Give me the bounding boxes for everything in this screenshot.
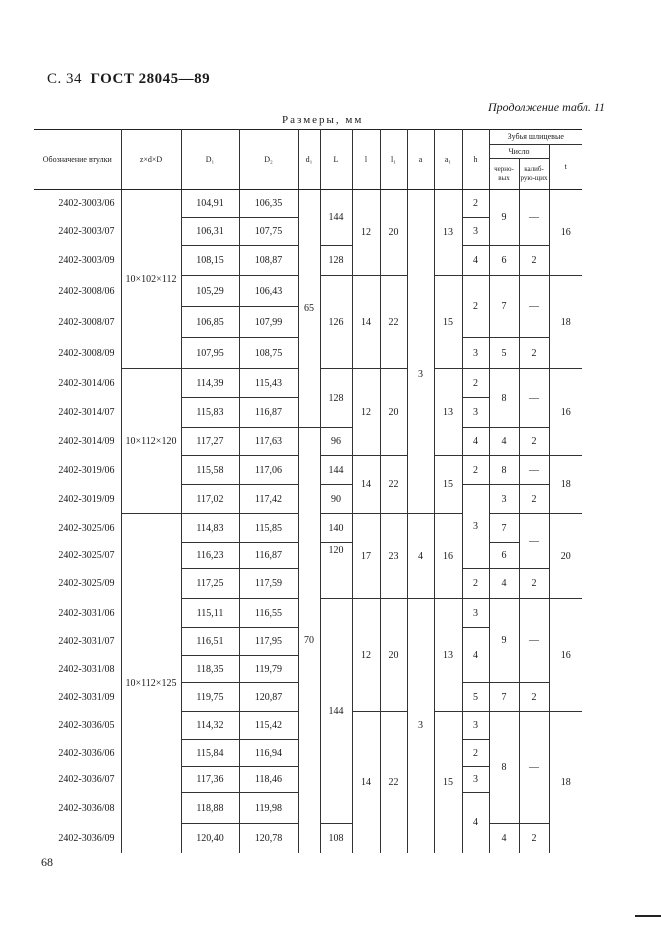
D2-cell: 107,75	[239, 218, 298, 246]
code-cell: 2402-3025/09	[34, 569, 121, 599]
L-cell: 128	[320, 369, 352, 428]
l1-cell: 22	[380, 456, 407, 514]
col-D2: D₂	[239, 130, 298, 190]
t-cell: 18	[549, 276, 582, 369]
col-a1: a₁	[434, 130, 462, 190]
page-corner-mark	[635, 915, 661, 917]
calib-cell: —	[519, 190, 549, 246]
D1-cell: 117,25	[181, 569, 239, 599]
D2-cell: 117,59	[239, 569, 298, 599]
a1-cell: 13	[434, 599, 462, 712]
rough-cell: 8	[489, 456, 519, 485]
h-cell: 3	[462, 485, 489, 569]
l1-cell: 22	[380, 712, 407, 853]
page-ref: С. 34	[47, 71, 83, 87]
D2-cell: 115,85	[239, 514, 298, 543]
h-cell: 3	[462, 218, 489, 246]
code-cell: 2402-3025/06	[34, 514, 121, 543]
D2-cell: 117,63	[239, 428, 298, 456]
L-cell: 144	[320, 456, 352, 485]
page-header	[47, 71, 210, 88]
calib-cell: 2	[519, 338, 549, 369]
l-cell: 14	[352, 456, 380, 514]
calib-cell: —	[519, 369, 549, 428]
calib-cell: 2	[519, 428, 549, 456]
h-cell: 3	[462, 398, 489, 428]
D2-cell: 115,42	[239, 712, 298, 740]
rough-cell: 7	[489, 276, 519, 338]
h-cell: 2	[462, 276, 489, 338]
D2-cell: 116,55	[239, 599, 298, 628]
h-cell: 2	[462, 456, 489, 485]
D1-cell: 106,85	[181, 307, 239, 338]
rough-cell: 6	[489, 246, 519, 276]
col-l: l	[352, 130, 380, 190]
bushing-table	[34, 129, 582, 853]
a1-cell: 15	[434, 456, 462, 514]
h-cell: 2	[462, 190, 489, 218]
code-cell: 2402-3031/09	[34, 683, 121, 712]
t-cell: 18	[549, 712, 582, 853]
D2-cell: 106,35	[239, 190, 298, 218]
L-cell: 108	[320, 824, 352, 853]
D1-cell: 114,32	[181, 712, 239, 740]
D2-cell: 117,42	[239, 485, 298, 514]
col-l1: l₁	[380, 130, 407, 190]
h-cell: 3	[462, 599, 489, 628]
D2-cell: 116,87	[239, 398, 298, 428]
a-cell: 4	[407, 514, 434, 599]
col-a: a	[407, 130, 434, 190]
a-cell: 3	[407, 599, 434, 853]
calib-cell: —	[519, 276, 549, 338]
l-cell: 12	[352, 369, 380, 456]
h-cell: 2	[462, 369, 489, 398]
D1-cell: 117,27	[181, 428, 239, 456]
code-cell: 2402-3036/09	[34, 824, 121, 853]
D2-cell: 116,87	[239, 543, 298, 569]
code-cell: 2402-3031/08	[34, 656, 121, 683]
D2-cell: 119,79	[239, 656, 298, 683]
L-cell: 120	[320, 543, 352, 599]
D1-cell: 115,84	[181, 740, 239, 767]
t-cell: 16	[549, 369, 582, 456]
code-cell: 2402-3014/06	[34, 369, 121, 398]
calib-cell: 2	[519, 824, 549, 853]
L-cell: 90	[320, 485, 352, 514]
D1-cell: 119,75	[181, 683, 239, 712]
l-cell: 14	[352, 276, 380, 369]
h-cell: 2	[462, 569, 489, 599]
l1-cell: 23	[380, 514, 407, 599]
col-rough: черно-вых	[489, 159, 519, 190]
h-cell: 3	[462, 712, 489, 740]
rough-cell: 4	[489, 824, 519, 853]
D2-cell: 119,98	[239, 793, 298, 824]
code-cell: 2402-3036/08	[34, 793, 121, 824]
L-cell: 144	[320, 190, 352, 246]
calib-cell: —	[519, 514, 549, 569]
D2-cell: 115,43	[239, 369, 298, 398]
D1-cell: 115,83	[181, 398, 239, 428]
D1-cell: 115,58	[181, 456, 239, 485]
d1-cell: 70	[298, 428, 320, 853]
code-cell: 2402-3025/07	[34, 543, 121, 569]
l1-cell: 22	[380, 276, 407, 369]
rough-cell: 8	[489, 369, 519, 428]
rough-cell: 7	[489, 683, 519, 712]
calib-cell: 2	[519, 485, 549, 514]
code-cell: 2402-3003/07	[34, 218, 121, 246]
D2-cell: 116,94	[239, 740, 298, 767]
calib-cell: —	[519, 599, 549, 683]
code-cell: 2402-3003/06	[34, 190, 121, 218]
L-cell: 128	[320, 246, 352, 276]
col-calib: калиб-рую-щих	[519, 159, 549, 190]
code-cell: 2402-3014/09	[34, 428, 121, 456]
rough-cell: 4	[489, 428, 519, 456]
D2-cell: 107,99	[239, 307, 298, 338]
D1-cell: 116,23	[181, 543, 239, 569]
a-cell: 3	[407, 369, 434, 514]
rough-cell: 5	[489, 338, 519, 369]
col-h: h	[462, 130, 489, 190]
D2-cell: 106,43	[239, 276, 298, 307]
zdD-cell: 10×112×125	[121, 514, 181, 853]
a1-cell: 15	[434, 276, 462, 369]
zdD-cell: 10×112×120	[121, 369, 181, 514]
col-zdD: z×d×D	[121, 130, 181, 190]
h-cell: 3	[462, 338, 489, 369]
L-cell: 96	[320, 428, 352, 456]
t-cell: 16	[549, 599, 582, 712]
calib-cell: 2	[519, 246, 549, 276]
col-teeth: Зубья шлицевые	[489, 130, 582, 145]
D2-cell: 118,46	[239, 767, 298, 793]
col-t: t	[549, 145, 582, 190]
D1-cell: 116,51	[181, 628, 239, 656]
a1-cell: 13	[434, 369, 462, 456]
page-number: 68	[41, 855, 53, 869]
a1-cell: 13	[434, 190, 462, 276]
D1-cell: 107,95	[181, 338, 239, 369]
code-cell: 2402-3008/07	[34, 307, 121, 338]
l-cell: 12	[352, 190, 380, 276]
a-cell	[407, 190, 434, 369]
D1-cell: 104,91	[181, 190, 239, 218]
d1-cell: 65	[298, 190, 320, 428]
h-cell: 5	[462, 683, 489, 712]
rough-cell: 3	[489, 485, 519, 514]
rough-cell: 6	[489, 543, 519, 569]
calib-cell: 2	[519, 683, 549, 712]
calib-cell: —	[519, 712, 549, 824]
code-cell: 2402-3019/09	[34, 485, 121, 514]
h-cell: 4	[462, 793, 489, 853]
code-cell: 2402-3008/06	[34, 276, 121, 307]
code-cell: 2402-3014/07	[34, 398, 121, 428]
zdD-cell: 10×102×112	[121, 190, 181, 369]
h-cell: 4	[462, 246, 489, 276]
D2-cell: 120,78	[239, 824, 298, 853]
rough-cell: 9	[489, 599, 519, 683]
h-cell: 4	[462, 428, 489, 456]
rough-cell: 7	[489, 514, 519, 543]
D2-cell: 120,87	[239, 683, 298, 712]
col-count: Число	[489, 145, 549, 159]
l-cell: 17	[352, 514, 380, 599]
D1-cell: 105,29	[181, 276, 239, 307]
sizes-title: Размеры, мм	[282, 114, 364, 126]
l1-cell: 20	[380, 599, 407, 712]
h-cell: 4	[462, 628, 489, 683]
t-cell: 16	[549, 190, 582, 276]
code-cell: 2402-3031/06	[34, 599, 121, 628]
L-cell: 126	[320, 276, 352, 369]
code-cell: 2402-3008/09	[34, 338, 121, 369]
D1-cell: 114,83	[181, 514, 239, 543]
D1-cell: 118,35	[181, 656, 239, 683]
a1-cell: 15	[434, 712, 462, 853]
col-D1: D₁	[181, 130, 239, 190]
D2-cell: 117,06	[239, 456, 298, 485]
code-cell: 2402-3031/07	[34, 628, 121, 656]
code-cell: 2402-3036/07	[34, 767, 121, 793]
calib-cell: 2	[519, 569, 549, 599]
h-cell: 2	[462, 740, 489, 767]
D1-cell: 106,31	[181, 218, 239, 246]
D1-cell: 114,39	[181, 369, 239, 398]
a1-cell: 16	[434, 514, 462, 599]
D2-cell: 108,87	[239, 246, 298, 276]
t-cell: 18	[549, 456, 582, 514]
col-L: L	[320, 130, 352, 190]
code-cell: 2402-3003/09	[34, 246, 121, 276]
D1-cell: 117,36	[181, 767, 239, 793]
l1-cell: 20	[380, 190, 407, 276]
D1-cell: 108,15	[181, 246, 239, 276]
code-cell: 2402-3036/05	[34, 712, 121, 740]
doc-title: ГОСТ 28045—89	[90, 71, 211, 87]
D1-cell: 115,11	[181, 599, 239, 628]
rough-cell: 4	[489, 569, 519, 599]
calib-cell: —	[519, 456, 549, 485]
col-d1: d₁	[298, 130, 320, 190]
L-cell: 144	[320, 599, 352, 824]
col-code: Обозначение втулки	[34, 130, 121, 190]
D1-cell: 117,02	[181, 485, 239, 514]
l-cell: 12	[352, 599, 380, 712]
code-cell: 2402-3019/06	[34, 456, 121, 485]
rough-cell: 9	[489, 190, 519, 246]
rough-cell: 8	[489, 712, 519, 824]
L-cell: 140	[320, 514, 352, 543]
table-continuation: Продолжение табл. 11	[487, 100, 605, 114]
h-cell: 3	[462, 767, 489, 793]
l1-cell: 20	[380, 369, 407, 456]
code-cell: 2402-3036/06	[34, 740, 121, 767]
D2-cell: 117,95	[239, 628, 298, 656]
D1-cell: 118,88	[181, 793, 239, 824]
D1-cell: 120,40	[181, 824, 239, 853]
t-cell: 20	[549, 514, 582, 599]
l-cell: 14	[352, 712, 380, 853]
D2-cell: 108,75	[239, 338, 298, 369]
